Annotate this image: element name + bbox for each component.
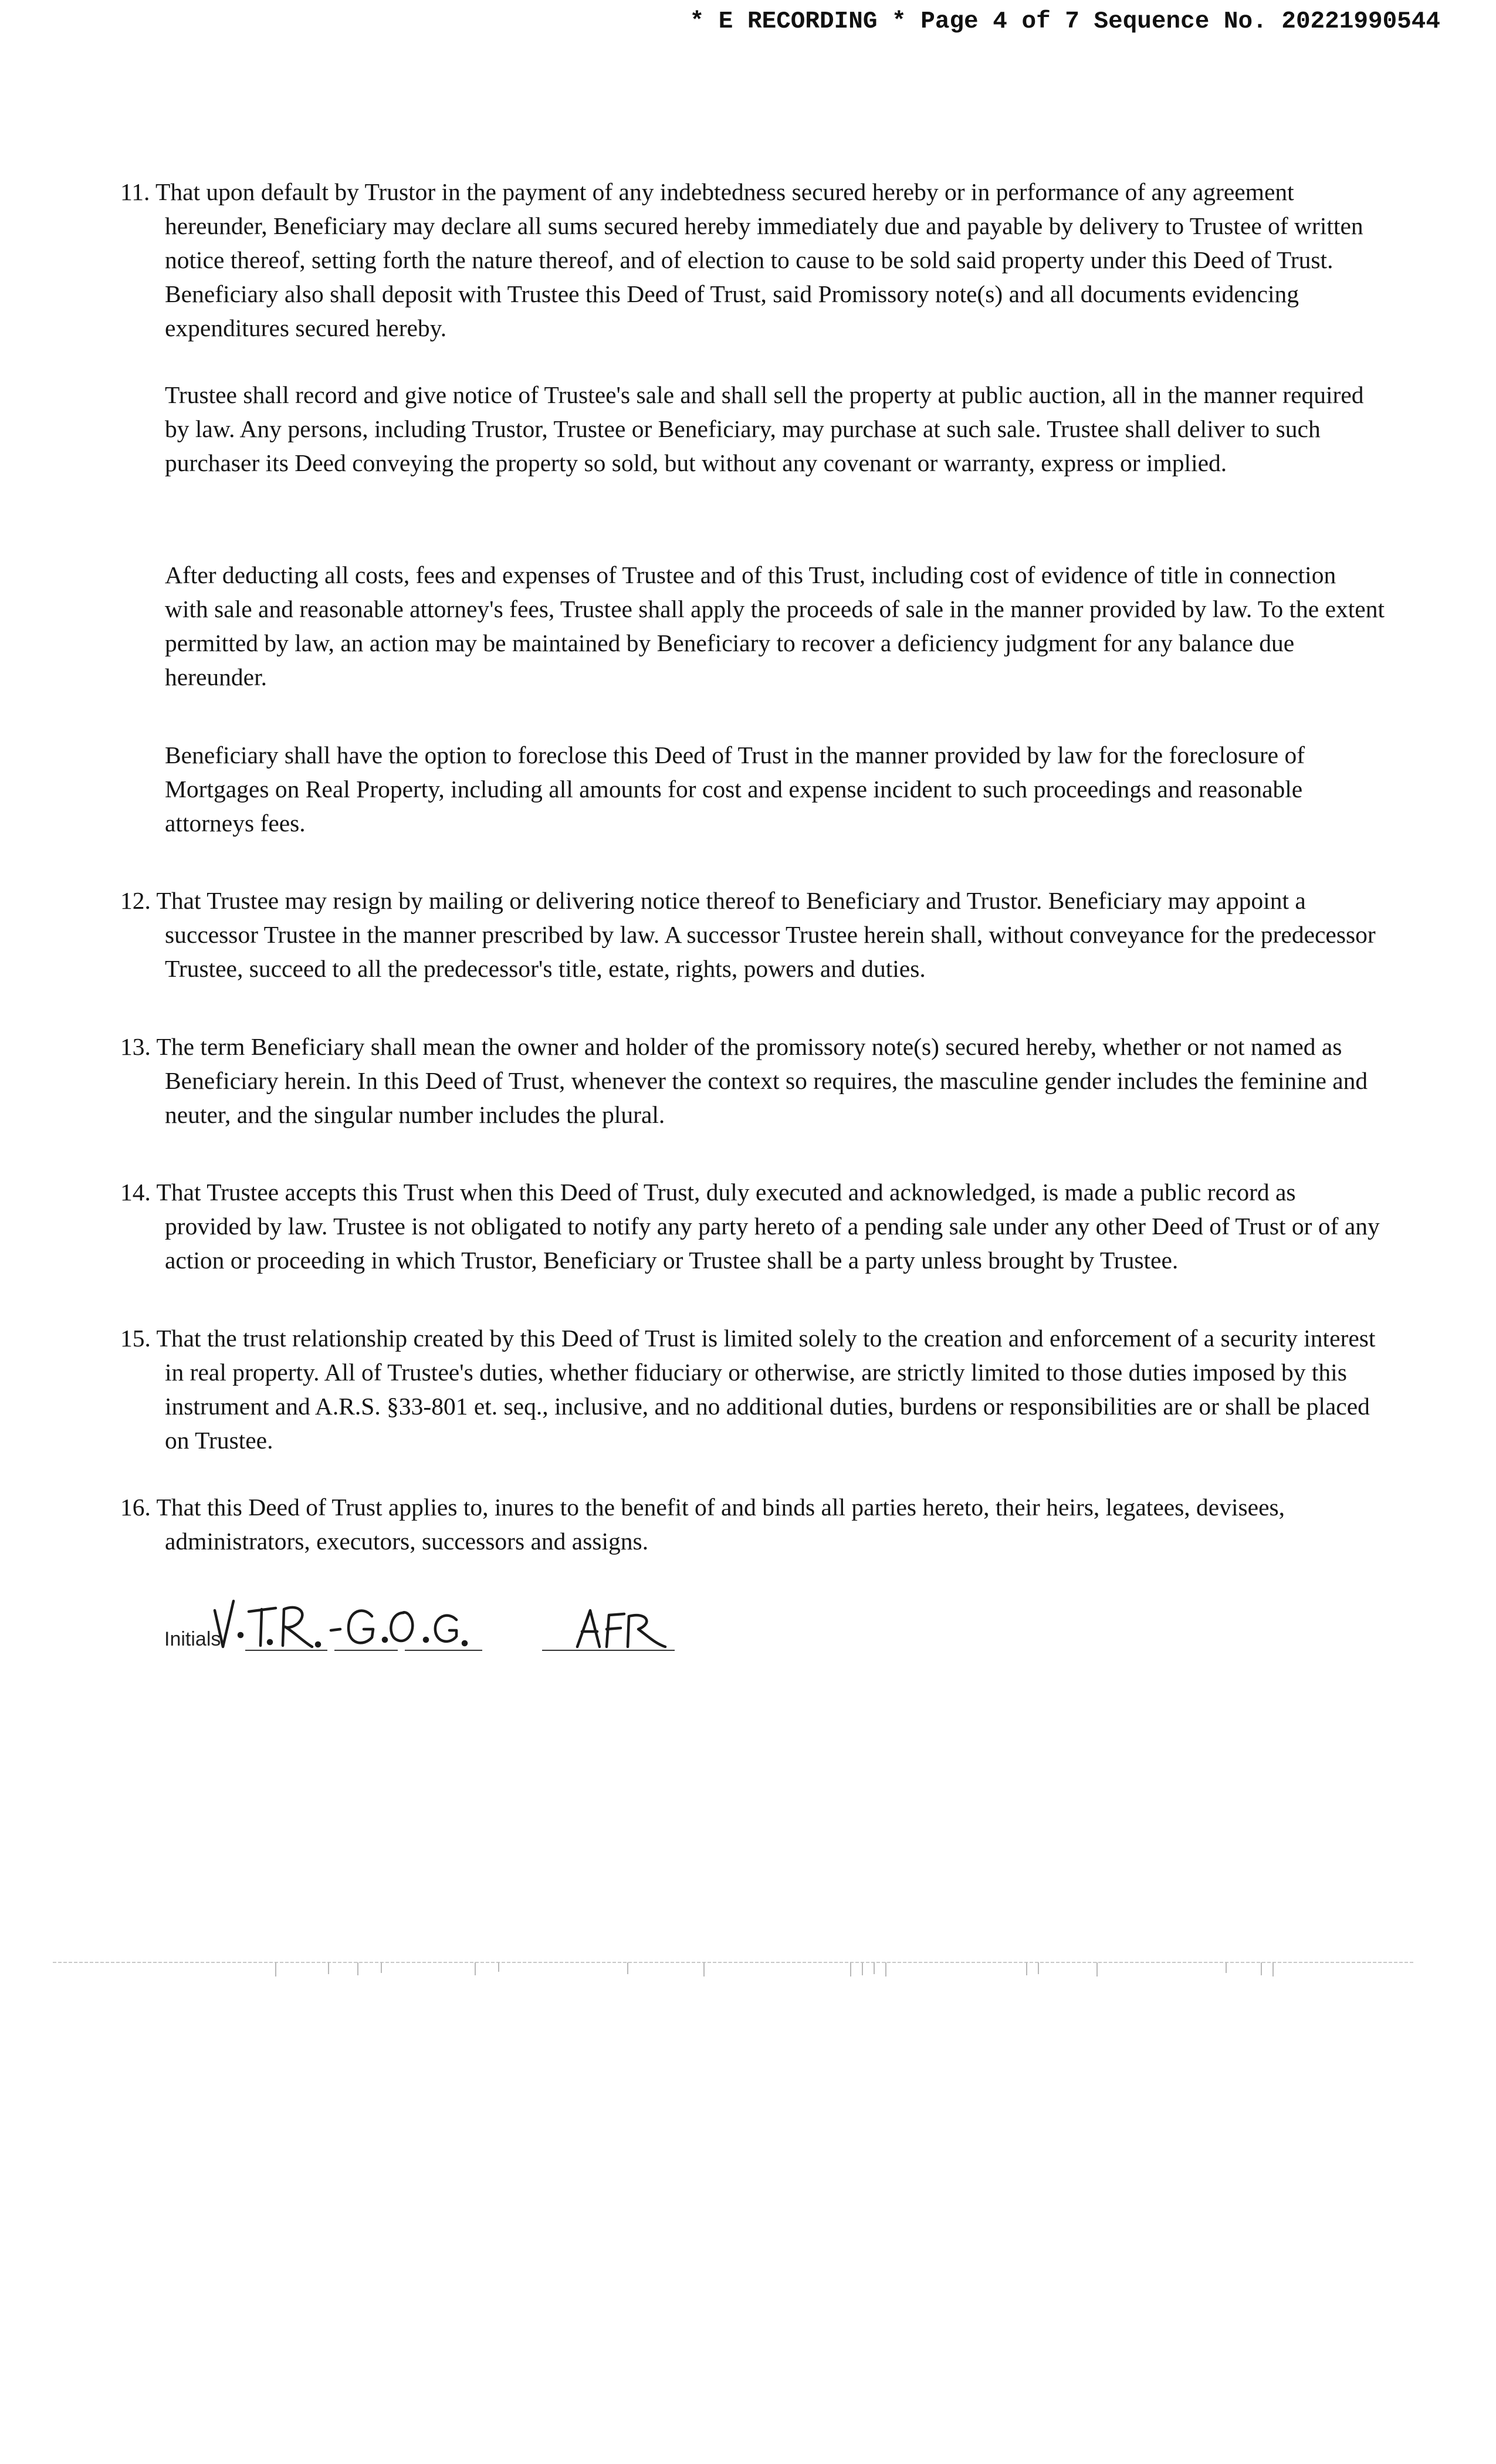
paragraph-15 <box>120 1321 1385 1457</box>
initial-dot <box>316 1643 320 1646</box>
scan-artifact-line <box>53 1957 1414 1980</box>
paragraph-14 <box>120 1175 1385 1277</box>
paragraph-number: 14. <box>120 1179 151 1206</box>
initial-stroke-g2 <box>435 1616 456 1641</box>
initial-stroke-f <box>607 1614 624 1647</box>
paragraph-text: After deducting all costs, fees and expenses of Trustee and of this Trust, including cost of evidence of title in connection with sale and reasonable attorney's fees, Trustee shall apply the proceeds of sale in the manner provided by law. To the extent permitted by law, an action may be maintained by Beneficiary to recover a deficiency judgment for any balance due hereunder. <box>165 561 1385 691</box>
initial-stroke-r <box>283 1607 312 1647</box>
initial-stroke-v <box>215 1601 233 1647</box>
paragraph-11 <box>120 175 1385 345</box>
handwritten-initials <box>210 1593 691 1663</box>
paragraph-11-sale <box>120 378 1385 480</box>
recording-header: * E RECORDING * Page 4 of 7 Sequence No. 20221990544 <box>689 8 1440 35</box>
paragraph-13 <box>120 1030 1385 1132</box>
paragraph-text: That Trustee accepts this Trust when this Deed of Trust, duly executed and acknowledged, is made a public record as provided by law. Trustee is not obligated to notify any party hereto of a pending sale under any other Deed of Trust or of any action or proceeding in which Trustor, Beneficiary or Trustee shall be a party unless brought by Trustee. <box>156 1179 1380 1274</box>
initials-block <box>164 1593 692 1663</box>
paragraph-text: The term Beneficiary shall mean the owner and holder of the promissory note(s) secured hereby, whether or not named as Beneficiary herein. In this Deed of Trust, whenever the context so requires, the masculine gender includes the feminine and neuter, and the singular number includes the plural. <box>156 1033 1368 1128</box>
paragraph-text: That Trustee may resign by mailing or delivering notice thereof to Beneficiary and Trustor. Beneficiary may appoint a successor Trustee in the manner prescribed by law. A successor Trustee herein shall, without conveyance for the predecessor Trustee, succeed to all the predecessor's title, estate, rights, powers and duties. <box>156 887 1376 982</box>
paragraph-16 <box>120 1490 1385 1558</box>
paragraph-number: 16. <box>120 1494 151 1521</box>
initial-stroke-o <box>391 1612 412 1641</box>
paragraph-number: 13. <box>120 1033 151 1060</box>
paragraph-number: 11. <box>120 178 150 205</box>
initial-stroke-r2 <box>628 1615 665 1647</box>
paragraph-number: 12. <box>120 887 151 914</box>
paragraph-text: That upon default by Trustor in the payment of any indebtedness secured hereby or in performance of any agreement hereunder, Beneficiary may declare all sums secured hereby immediately due and payable by delivery to Trustee of written notice thereof, setting forth the nature thereof, and of election to cause to be sold said property under this Deed of Trust. Beneficiary also shall deposit with Trustee this Deed of Trust, said Promissory note(s) and all documents evidencing expenditures secured hereby. <box>155 178 1363 341</box>
initial-dot <box>463 1641 466 1645</box>
initial-dot <box>383 1638 387 1641</box>
paragraph-text: Beneficiary shall have the option to foreclose this Deed of Trust in the manner provided by law for the foreclosure of Mortgages on Real Property, including all amounts for cost and expense incident to such proceedings and reasonable attorneys fees. <box>165 742 1305 837</box>
initial-dot <box>424 1638 428 1641</box>
initial-dot <box>239 1633 242 1637</box>
paragraph-text: Trustee shall record and give notice of Trustee's sale and shall sell the property at public auction, all in the manner required by law. Any persons, including Trustor, Trustee or Beneficiary, may purchase at such sale. Trustee shall deliver to such purchaser its Deed conveying the property so sold, but without any covenant or warranty, express or implied. <box>165 381 1364 476</box>
paragraph-text: That the trust relationship created by this Deed of Trust is limited solely to the creation and enforcement of a security interest in real property. All of Trustee's duties, whether fiduciary or otherwise, are strictly limited to those duties imposed by this instrument and A.R.S. §33-801 et. seq., inclusive, and no additional duties, burdens or responsibilities are or shall be placed on Trustee. <box>156 1325 1376 1454</box>
initial-dot <box>268 1640 272 1644</box>
initial-dash <box>331 1629 340 1630</box>
paragraph-12 <box>120 884 1385 986</box>
initials-label: Initials <box>164 1628 221 1650</box>
initial-stroke-a <box>577 1610 600 1647</box>
paragraph-text: That this Deed of Trust applies to, inures to the benefit of and binds all parties hereto, their heirs, legatees, devisees, administrators, executors, successors and assigns. <box>156 1494 1285 1555</box>
paragraph-number: 15. <box>120 1325 151 1352</box>
paragraph-11-foreclosure <box>120 738 1385 840</box>
initial-stroke-g <box>348 1610 373 1643</box>
paragraph-11-proceeds <box>120 558 1385 694</box>
